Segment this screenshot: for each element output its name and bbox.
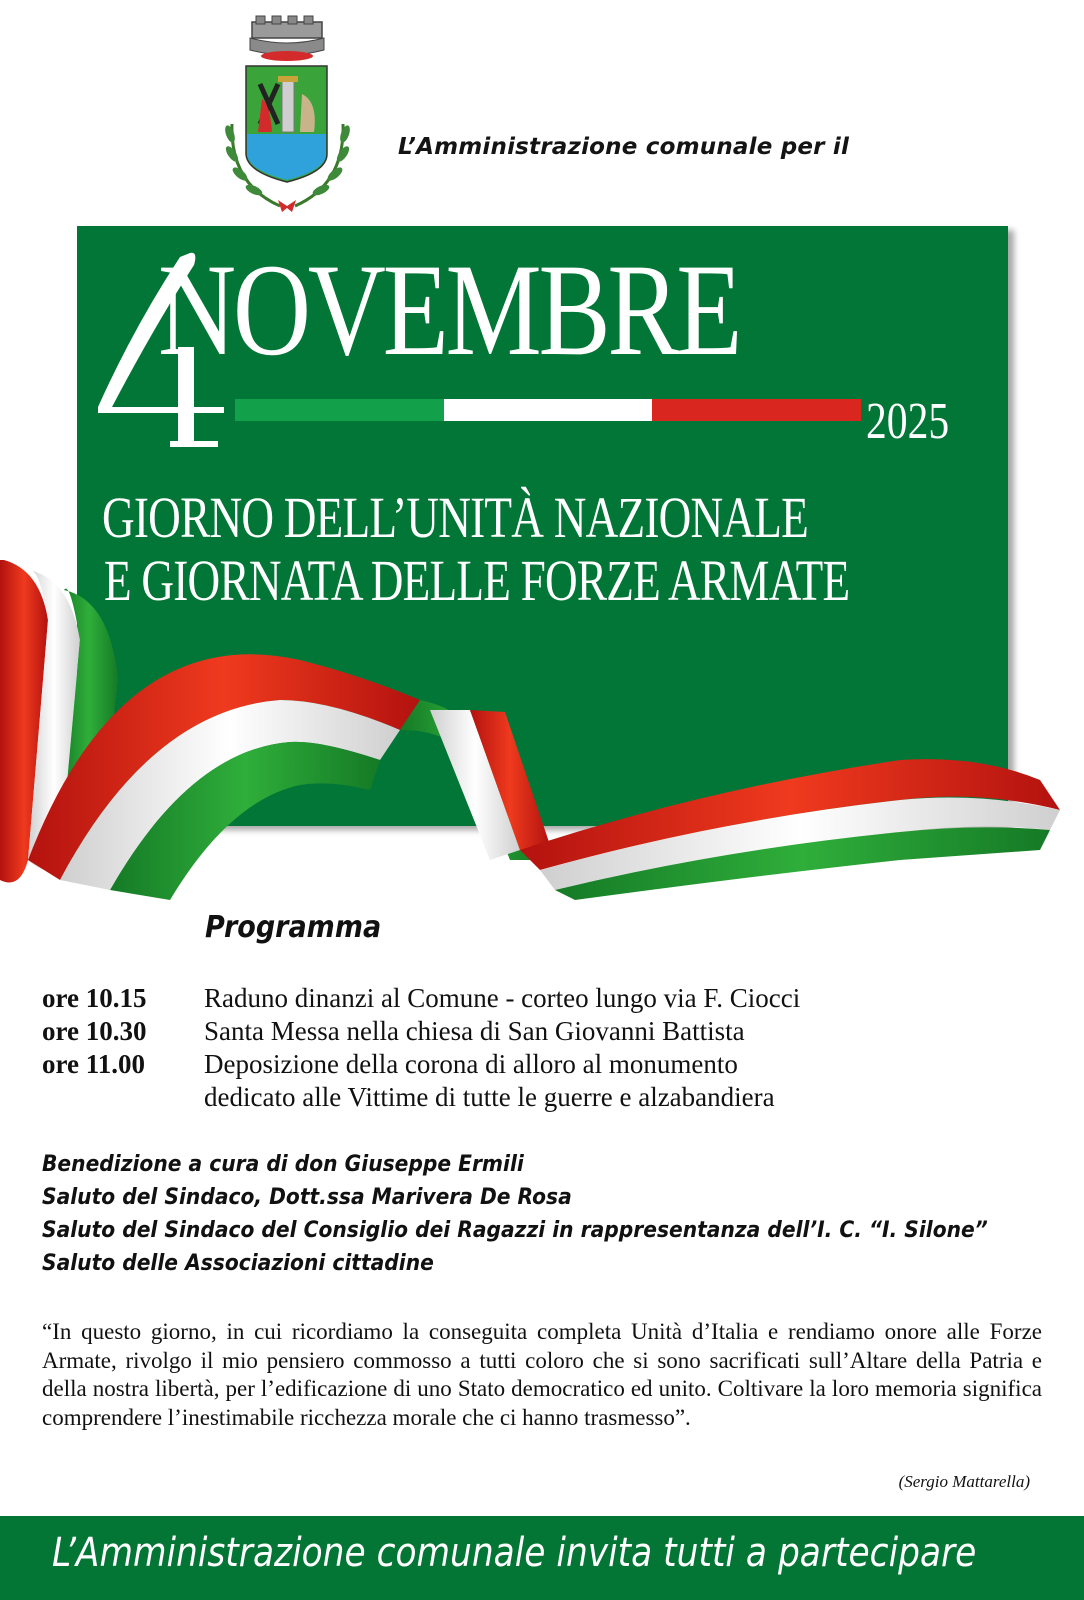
speaker-line: Saluto del Sindaco del Consiglio dei Ragazzi in rappresentanza dell’I. C. “I. Silone” xyxy=(42,1218,988,1243)
program-time: ore 10.15 xyxy=(42,983,147,1013)
month-title: NOVEMBRE xyxy=(158,236,740,383)
year: 2025 xyxy=(866,393,950,450)
subtitle-line-1: GIORNO DELL’UNITÀ NAZIONALE xyxy=(102,485,809,550)
program-item xyxy=(42,1015,800,1048)
program-time: ore 11.00 xyxy=(42,1049,145,1079)
program-time: ore 10.30 xyxy=(42,1016,147,1046)
program-list xyxy=(42,982,800,1114)
program-title: Programma xyxy=(205,910,382,945)
tricolor-ribbon-icon xyxy=(0,560,1084,900)
program-time xyxy=(42,1081,204,1114)
program-item xyxy=(42,1048,800,1081)
coat-of-arms-icon xyxy=(220,14,355,214)
program-description: Santa Messa nella chiesa di San Giovanni Battista xyxy=(204,1016,745,1046)
speaker-line: Benedizione a cura di don Giuseppe Ermili xyxy=(42,1152,524,1177)
speaker-line: Saluto del Sindaco, Dott.ssa Marivera De Rosa xyxy=(42,1185,572,1210)
footer-text: L’Amministrazione comunale invita tutti a partecipare xyxy=(52,1530,977,1576)
speakers-list xyxy=(42,1148,988,1280)
speaker-line: Saluto delle Associazioni cittadine xyxy=(42,1251,434,1276)
italian-flag-bar xyxy=(235,399,861,421)
program-item xyxy=(42,982,800,1015)
program-item xyxy=(42,1081,800,1114)
intro-text: L’Amministrazione comunale per il xyxy=(398,134,850,160)
program-description: Raduno dinanzi al Comune - corteo lungo via F. Ciocci xyxy=(204,983,801,1013)
subtitle-line-2: E GIORNATA DELLE FORZE ARMATE xyxy=(104,548,850,613)
quote-text: “In questo giorno, in cui ricordiamo la conseguita completa Unità d’Italia e rendiamo onore alle Forze Armate, rivolgo il mio pensiero commosso a tutti coloro che si sono sacrificati sull’Altare della Patria e della nostra libertà, per l’edificazione di uno Stato democratico ed unito. Coltivare la loro memoria significa comprendere l’inestimabile ricchezza morale che ci hanno trasmesso”. xyxy=(42,1319,1042,1430)
quote-author: (Sergio Mattarella) xyxy=(898,1472,1030,1491)
program-description: dedicato alle Vittime di tutte le guerre e alzabandiera xyxy=(204,1082,775,1112)
program-description: Deposizione della corona di alloro al monumento xyxy=(204,1049,738,1079)
